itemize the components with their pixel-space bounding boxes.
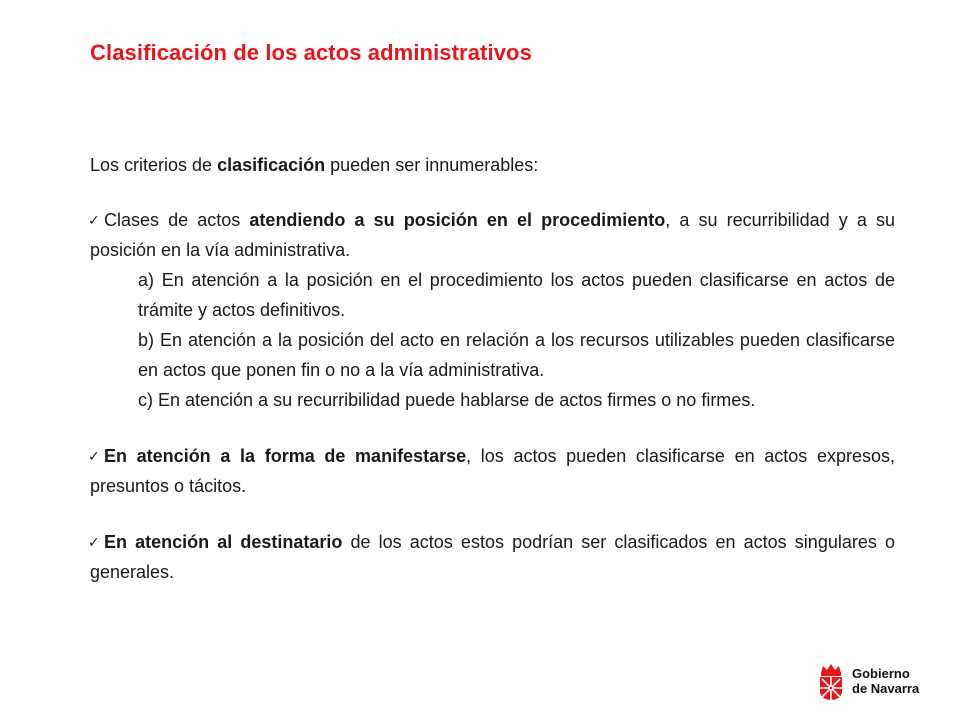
intro-bold: clasificación xyxy=(217,155,326,175)
bullet-recipient-text: de los actos estos podrían ser clasificados en actos singulares o generales. xyxy=(90,532,895,582)
slide-body xyxy=(90,150,895,587)
bullet-procedure xyxy=(90,205,895,265)
bullet-procedure-text: Clases de actos xyxy=(104,210,250,230)
bullet-form-text: , los actos pueden clasificarse en actos expresos, presuntos o tácitos. xyxy=(90,446,895,496)
sub-item-b: b) En atención a la posición del acto en relación a los recursos utilizables pueden clasificarse en actos que ponen fin o no a la vía administrativa. xyxy=(138,330,895,380)
bullet-recipient-bold: En atención al destinatario xyxy=(104,532,343,552)
bullet-form-bold: En atención a la forma de manifestarse xyxy=(104,446,467,466)
logo-text xyxy=(852,666,919,696)
checkmark-icon: ✓ xyxy=(88,212,100,228)
intro-paragraph xyxy=(90,150,895,180)
intro-text: Los criterios de xyxy=(90,155,218,175)
sub-item-c: c) En atención a su recurribilidad puede hablarse de actos firmes o no firmes. xyxy=(138,390,756,410)
bullet-form xyxy=(90,441,895,501)
intro-text-end: pueden ser innumerables: xyxy=(325,155,539,175)
coat-of-arms-icon xyxy=(816,661,846,701)
checkmark-icon: ✓ xyxy=(88,448,100,464)
checkmark-icon: ✓ xyxy=(88,534,100,550)
logo-line-1: Gobierno xyxy=(852,666,910,681)
bullet-procedure-bold: atendiendo a su posición en el procedimiento xyxy=(249,210,666,230)
bullet-procedure-text-end: , a su recurribilidad y a su posición en la vía administrativa. xyxy=(90,210,896,260)
bullet-recipient xyxy=(90,527,895,587)
gobierno-navarra-logo xyxy=(816,658,926,704)
logo-line-2: de Navarra xyxy=(852,681,920,696)
sub-item-a: a) En atención a la posición en el procedimiento los actos pueden clasificarse en actos de trámite y actos definitivos. xyxy=(138,270,895,320)
page-title: Clasificación de los actos administrativos xyxy=(90,40,532,65)
